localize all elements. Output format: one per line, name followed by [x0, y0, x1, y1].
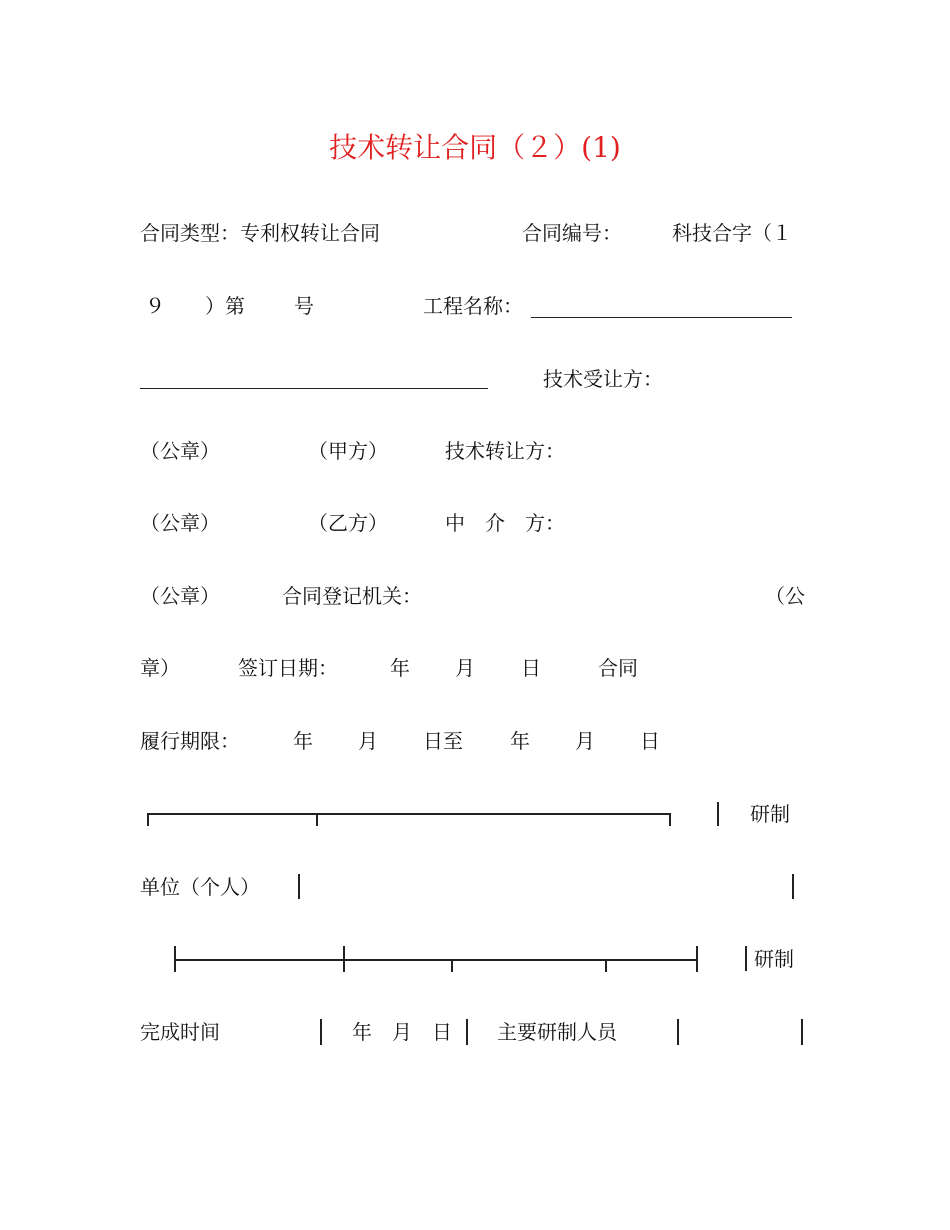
table-divider	[320, 1019, 322, 1045]
developer-label-part2: 单位（个人）	[140, 875, 260, 899]
contract-type-text: 合同类型：专利权转让合同	[140, 221, 380, 245]
intermediary-label: 中 介 方：	[445, 511, 565, 535]
contract-no-prefix: 科技合字（１	[672, 221, 792, 245]
table-tick	[174, 946, 176, 972]
party-a-text: （甲方）	[308, 439, 388, 463]
registry-label: 合同登记机关：	[282, 584, 422, 608]
sign-date-label: 签订日期：	[238, 656, 338, 680]
table-tick	[343, 946, 345, 972]
term-year-end: 年	[510, 729, 530, 753]
transferor-label: 技术转让方：	[445, 439, 565, 463]
term-day-to: 日至	[423, 729, 463, 753]
term-label: 履行期限：	[140, 729, 240, 753]
term-month-end: 月	[575, 729, 595, 753]
sign-day: 日	[521, 656, 541, 680]
table-divider	[717, 802, 719, 826]
term-month-start: 月	[358, 729, 378, 753]
page-title: 技术转让合同（２）(1)	[329, 131, 621, 164]
completion-time-label: 完成时间	[140, 1020, 220, 1044]
sign-year: 年	[390, 656, 410, 680]
completion-label-part1: 研制	[754, 947, 794, 971]
table-tick	[316, 813, 318, 826]
table-tick	[147, 813, 149, 826]
table-divider	[298, 874, 300, 899]
table-divider	[466, 1019, 468, 1045]
term-day-end: 日	[640, 729, 660, 753]
contract-no-year-digit: ９	[145, 294, 165, 318]
table-tick	[696, 946, 698, 972]
table-tick	[605, 959, 607, 972]
table-divider	[677, 1019, 679, 1045]
completion-date: 年 月 日	[352, 1020, 452, 1044]
contract-no-hao: 号	[294, 294, 314, 318]
main-staff-label: 主要研制人员	[497, 1020, 617, 1044]
developer-label-part1: 研制	[750, 802, 790, 826]
contract-no-label: 合同编号：	[522, 221, 622, 245]
transferee-label: 技术受让方：	[543, 367, 663, 391]
table-border-top	[148, 813, 671, 815]
sign-month: 月	[455, 656, 475, 680]
table-divider	[745, 946, 747, 971]
seal-text: （公章）	[140, 439, 220, 463]
contract-no-di: ）第	[205, 294, 245, 318]
table-tick	[451, 959, 453, 972]
party-b-text: （乙方）	[308, 511, 388, 535]
seal-text: （公章）	[140, 511, 220, 535]
project-name-blank-cont[interactable]	[140, 388, 488, 389]
seal-close-text: 章）	[140, 656, 180, 680]
project-name-blank[interactable]	[531, 317, 792, 318]
project-name-label: 工程名称：	[423, 294, 523, 318]
table-divider	[801, 1019, 803, 1045]
table-tick	[669, 813, 671, 826]
table-divider	[792, 874, 794, 899]
table-row-border	[175, 959, 698, 961]
seal-open-text: （公	[765, 584, 805, 608]
term-year-start: 年	[293, 729, 313, 753]
contract-text: 合同	[598, 656, 638, 680]
seal-text: （公章）	[140, 584, 220, 608]
